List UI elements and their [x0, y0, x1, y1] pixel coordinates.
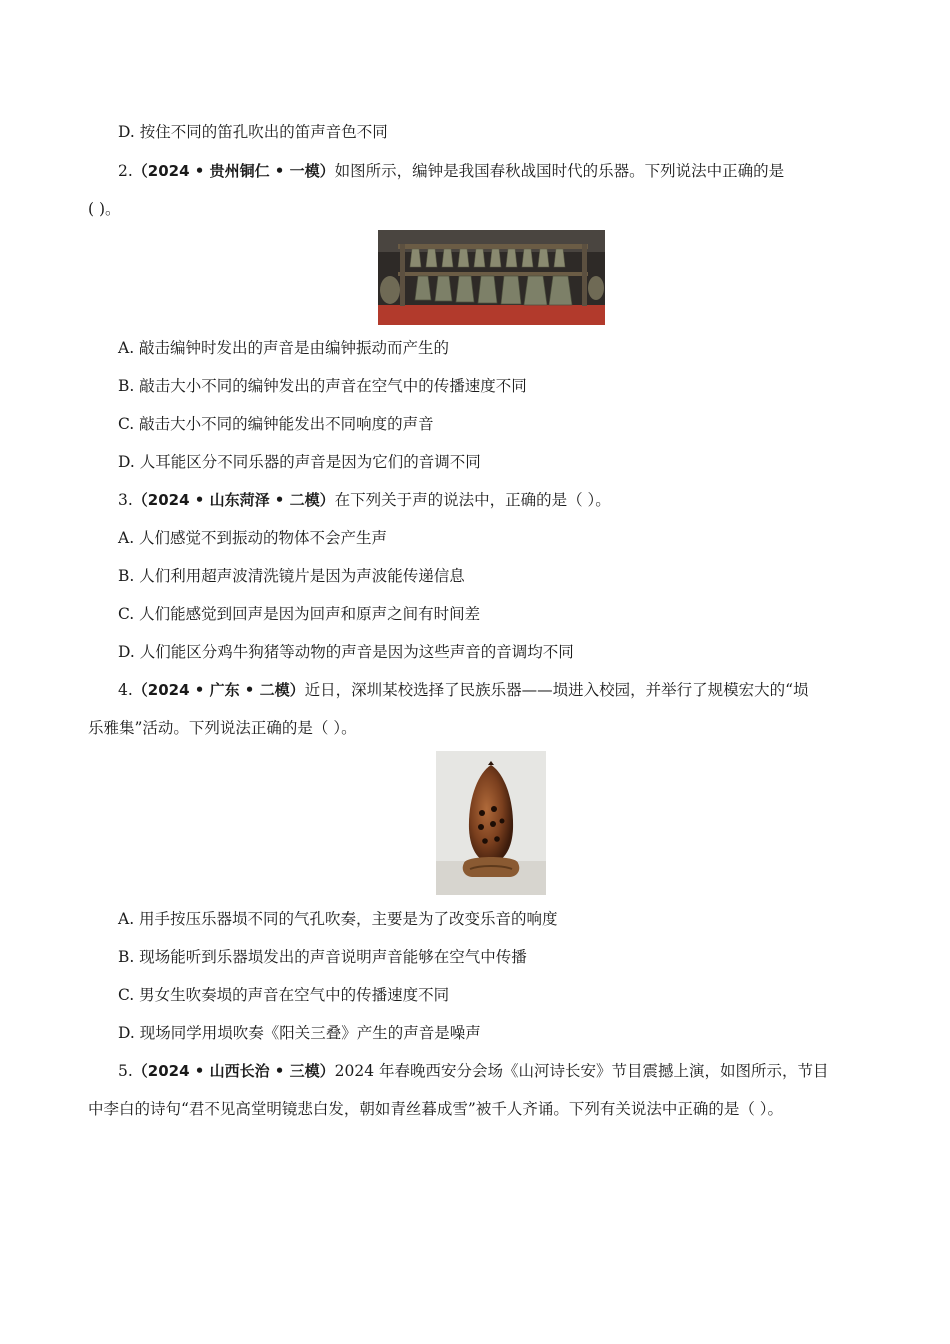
- question-number: 5.: [118, 1062, 133, 1080]
- q2-option-c: C. 敲击大小不同的编钟能发出不同响度的声音: [118, 415, 434, 433]
- question-text: 如图所示，编钟是我国春秋战国时代的乐器。下列说法中正确的是: [334, 162, 785, 180]
- q4-option-a: A. 用手按压乐器埙不同的气孔吹奏，主要是为了改变乐音的响度: [118, 910, 558, 928]
- question-text: 在下列关于声的说法中，正确的是（ ）。: [334, 491, 611, 509]
- question-text: 近日，深圳某校选择了民族乐器——埙进入校园，并举行了规模宏大的“埙: [304, 681, 809, 699]
- question-source: （2024 • 贵州铜仁 • 一模）: [132, 162, 335, 180]
- question-number: 4.: [118, 681, 133, 699]
- q4-option-b: B. 现场能听到乐器埙发出的声音说明声音能够在空气中传播: [118, 948, 527, 966]
- question-3-stem: [118, 490, 611, 510]
- q4-option-d: D. 现场同学用埙吹奏《阳关三叠》产生的声音是噪声: [118, 1024, 481, 1042]
- question-4-stem: [118, 680, 809, 700]
- bianzhong-bells-illustration: [378, 230, 605, 325]
- q2-option-a: A. 敲击编钟时发出的声音是由编钟振动而产生的: [118, 339, 450, 357]
- q4-option-c: C. 男女生吹奏埙的声音在空气中的传播速度不同: [118, 986, 450, 1004]
- q3-option-c: C. 人们能感觉到回声是因为回声和原声之间有时间差: [118, 605, 481, 623]
- q2-option-d: D. 人耳能区分不同乐器的声音是因为它们的音调不同: [118, 453, 481, 471]
- bianzhong-bells-image: [378, 230, 605, 325]
- question-number: 3.: [118, 491, 133, 509]
- question-2-stem: [118, 161, 784, 181]
- xun-instrument-image: [436, 751, 546, 895]
- question-number: 2.: [118, 162, 133, 180]
- q3-option-d: D. 人们能区分鸡牛狗猪等动物的声音是因为这些声音的音调均不同: [118, 643, 574, 661]
- question-5-stem: [118, 1061, 829, 1081]
- question-2-stem-cont: ( )。: [88, 200, 121, 218]
- question-5-stem-cont: 中李白的诗句“君不见高堂明镜悲白发，朝如青丝暮成雪”被千人齐诵。下列有关说法中正确的是（ ）。: [88, 1100, 784, 1118]
- xun-illustration: [436, 751, 546, 895]
- q2-option-b: B. 敲击大小不同的编钟发出的声音在空气中的传播速度不同: [118, 377, 527, 395]
- question-4-stem-cont: 乐雅集”活动。下列说法正确的是（ ）。: [88, 719, 357, 737]
- q3-option-b: B. 人们利用超声波清洗镜片是因为声波能传递信息: [118, 567, 465, 585]
- q3-option-a: A. 人们感觉不到振动的物体不会产生声: [118, 529, 388, 547]
- question-source: （2024 • 广东 • 二模）: [132, 681, 305, 699]
- question-text: 2024 年春晚西安分会场《山河诗长安》节目震撼上演，如图所示，节目: [334, 1062, 829, 1080]
- question-source: （2024 • 山西长治 • 三模）: [132, 1062, 335, 1080]
- q1-option-d: D. 按住不同的笛孔吹出的笛声音色不同: [118, 123, 388, 141]
- question-source: （2024 • 山东菏泽 • 二模）: [132, 491, 335, 509]
